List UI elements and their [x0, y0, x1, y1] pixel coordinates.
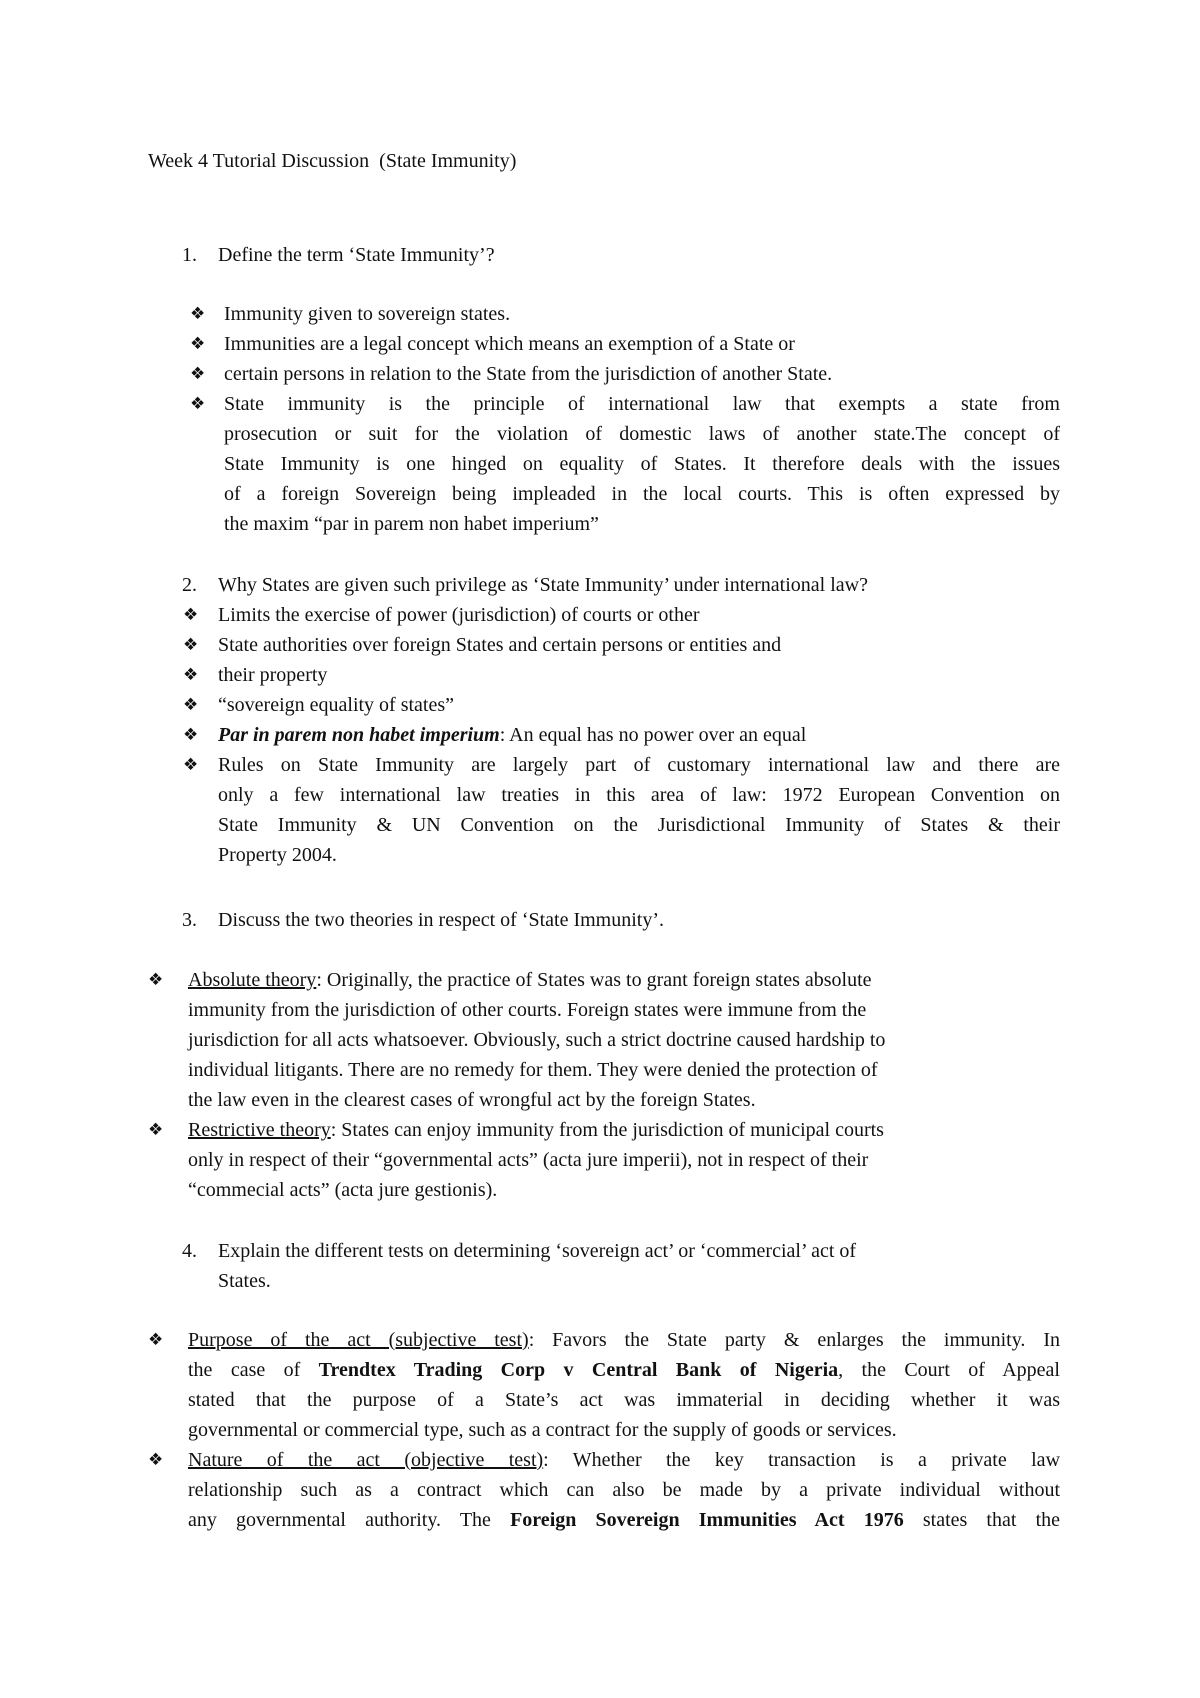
list-item: ❖ Par in parem non habet imperium: An equal has no power over an equal [0, 720, 1200, 750]
question-2 [0, 570, 1200, 600]
list-item [0, 389, 1200, 539]
paragraph: Restrictive theory: States can enjoy immunity from the jurisdiction of municipal courts only in respect of their “governmental acts” (acta jure imperii), not in respect of their “commecial acts” (acta jure gestionis). [188, 1119, 884, 1201]
bullet-icon: ❖ [148, 1330, 164, 1350]
bullet-icon: ❖ [148, 970, 164, 990]
bullet-icon: ❖ [148, 1450, 164, 1470]
question-1 [0, 240, 1200, 270]
question-number: 2. [182, 574, 197, 596]
statute-name: Foreign Sovereign Immunities Act 1976 [510, 1509, 904, 1531]
question-text: Explain the different tests on determining ‘sovereign act’ or ‘commercial’ act of States. [218, 1240, 857, 1292]
bullet-icon: ❖ [183, 635, 199, 655]
question-text: Discuss the two theories in respect of ‘State Immunity’. [218, 909, 665, 931]
question-text: Define the term ‘State Immunity’? [218, 244, 495, 266]
list-item: ❖ Limits the exercise of power (jurisdiction) of courts or other [0, 600, 1200, 630]
bullet-icon: ❖ [183, 725, 199, 745]
case-name: Trendtex Trading Corp v Central Bank of Nigeria [318, 1359, 839, 1381]
list-item: ❖ certain persons in relation to the State from the jurisdiction of another State. [0, 359, 1200, 389]
list-item: ❖ “sovereign equality of states” [0, 690, 1200, 720]
list-item [0, 965, 1200, 1115]
document-title: Week 4 Tutorial Discussion (State Immunity) [148, 150, 517, 172]
list-item: ❖ Immunities are a legal concept which means an exemption of a State or [0, 329, 1200, 359]
question-text: Why States are given such privilege as ‘State Immunity’ under international law? [218, 574, 868, 596]
maxim-term: Par in parem non habet imperium [218, 724, 500, 746]
question-number: 3. [182, 909, 197, 931]
bullet-icon: ❖ [148, 1120, 164, 1140]
paragraph: Absolute theory: Originally, the practice of States was to grant foreign states absolute immunity from the jurisdiction of other courts. Foreign states were immune from the jurisdiction for all acts whatsoever. Obviously, such a strict doctrine caused hardship to individual litigants. There are no remedy for them. They were denied the protection of the law even in the clearest cases of wrongful act by the foreign States. [188, 969, 886, 1111]
question-number: 4. [182, 1240, 197, 1262]
bullet-icon: ❖ [190, 334, 206, 354]
question-3 [0, 905, 1200, 935]
bullet-icon: ❖ [183, 755, 199, 775]
restrictive-theory-label: Restrictive theory [188, 1119, 331, 1141]
list-item [0, 1325, 1200, 1445]
bullet-icon: ❖ [183, 695, 199, 715]
list-item [0, 1115, 1200, 1205]
list-item: ❖ Immunity given to sovereign states. [0, 299, 1200, 329]
purpose-test-label: Purpose of the act (subjective test) [188, 1329, 529, 1351]
list-item: ❖ their property [0, 660, 1200, 690]
list-item [0, 1445, 1200, 1535]
bullet-icon: ❖ [190, 364, 206, 384]
bullet-icon: ❖ [190, 304, 206, 324]
list-item [0, 750, 1200, 870]
list-item: ❖ State authorities over foreign States and certain persons or entities and [0, 630, 1200, 660]
nature-test-label: Nature of the act (objective test) [188, 1449, 544, 1471]
question-4 [0, 1236, 1200, 1296]
question-number: 1. [182, 244, 197, 266]
bullet-icon: ❖ [183, 665, 199, 685]
bullet-icon: ❖ [190, 394, 206, 414]
absolute-theory-label: Absolute theory [188, 969, 317, 991]
paragraph: Rules on State Immunity are largely part of customary international law and there are only a few international law treaties in this area of law: 1972 European Convention on State Immunity & UN Convention on the Jurisdictional Immunity of States & their Property 2004. [218, 754, 1060, 866]
paragraph: Nature of the act (objective test): Whether the key transaction is a private law relationship such as a contract which can also be made by a private individual without any governmental authority. The Foreign Sovereign Immunities Act 1976 states that the [188, 1449, 1061, 1531]
paragraph: Purpose of the act (subjective test): Favors the State party & enlarges the immunity. In the case of Trendtex Trading Corp v Central Bank of Nigeria, the Court of Appeal stated that the purpose of a State’s act was immaterial in deciding whether it was governmental or commercial type, such as a contract for the supply of goods or services. [188, 1329, 1060, 1441]
bullet-icon: ❖ [183, 605, 199, 625]
paragraph: State immunity is the principle of international law that exempts a state from prosecution or suit for the violation of domestic laws of another state.The concept of State Immunity is one hinged on equality of States. It therefore deals with the issues of a foreign Sovereign being impleaded in the local courts. This is often expressed by the maxim “par in parem non habet imperium” [224, 393, 1060, 535]
